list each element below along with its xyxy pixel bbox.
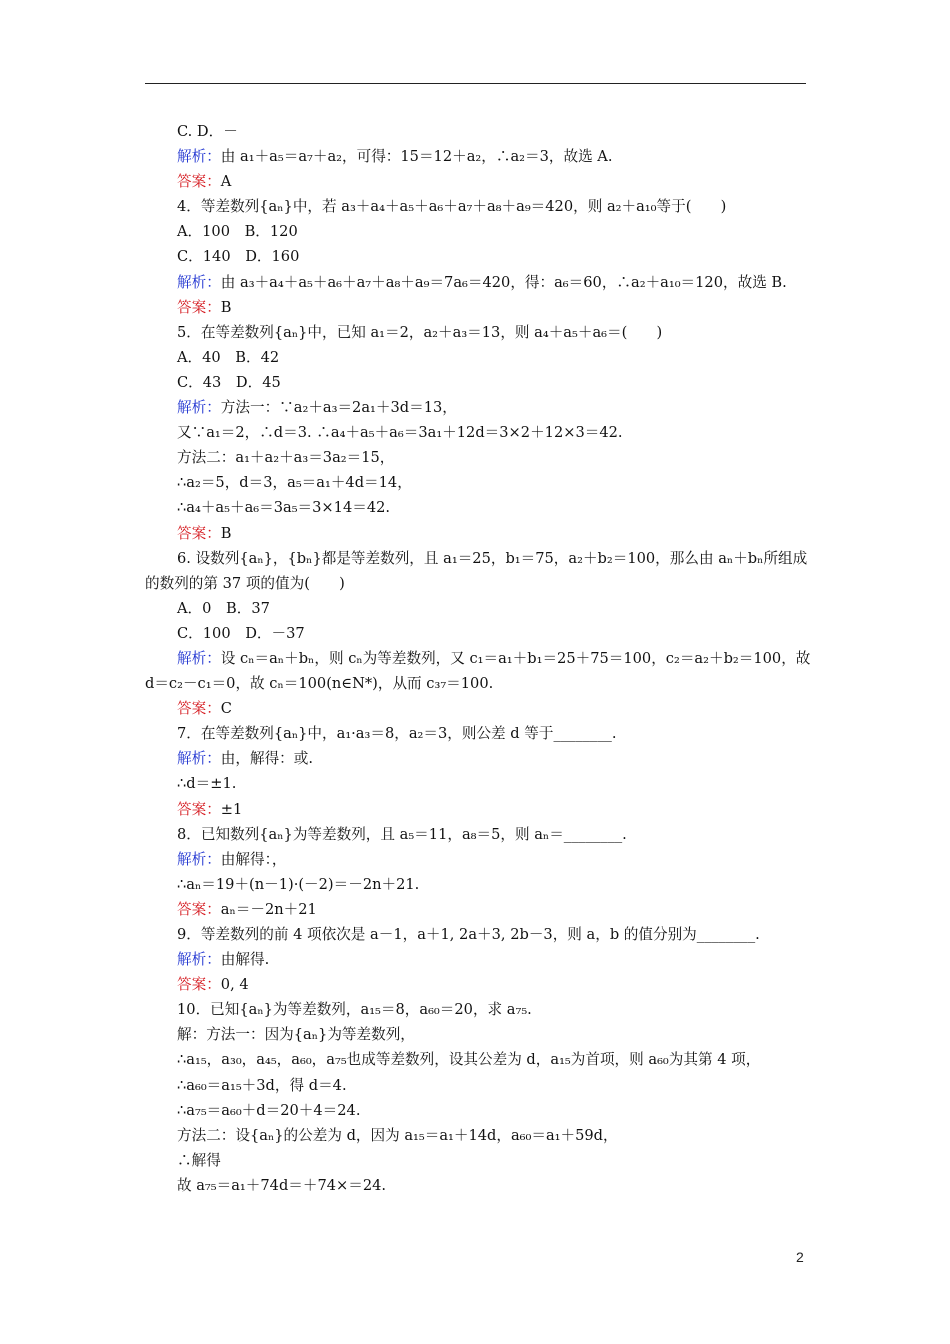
answer-label: 答案： <box>177 900 221 918</box>
text-line <box>145 922 810 947</box>
text-line <box>145 1022 810 1047</box>
text-line <box>145 495 810 520</box>
text-line <box>145 746 810 771</box>
text-line <box>145 119 810 144</box>
line-text: 设 cₙ＝aₙ＋bₙ，则 cₙ为等差数列，又 c₁＝a₁＋b₁＝25＋75＝100，c₂＝a₂＋b₂＝100，故 <box>220 649 811 667</box>
analysis-label: 解析： <box>177 951 221 969</box>
text-line <box>145 847 810 872</box>
text-line <box>145 521 810 546</box>
text-line <box>145 270 810 295</box>
line-text: 故 a₇₅＝a₁＋74d＝＋74×＝24. <box>177 1176 387 1194</box>
text-line <box>145 144 810 169</box>
answer-label: 答案： <box>177 524 221 542</box>
line-text: 由 a₃＋a₄＋a₅＋a₆＋a₇＋a₈＋a₉＝7a₆＝420，得：a₆＝60，∴a₂＋a₁₀＝120，故选 B. <box>220 273 787 291</box>
answer-label: 答案： <box>177 173 221 191</box>
text-line <box>145 470 810 495</box>
text-line <box>145 671 810 696</box>
text-line <box>145 997 810 1022</box>
text-line <box>145 1073 810 1098</box>
line-text: 又∵a₁＝2，∴d＝3. ∴a₄＋a₅＋a₆＝3a₁＋12d＝3×2＋12×3＝42. <box>177 424 623 442</box>
line-text: 4．等差数列{aₙ}中，若 a₃＋a₄＋a₅＋a₆＋a₇＋a₈＋a₉＝420，则 a₂＋a₁₀等于( ) <box>177 198 727 216</box>
analysis-label: 解析： <box>177 273 221 291</box>
line-text: A．100 B．120 <box>177 223 298 241</box>
text-line <box>145 1047 810 1072</box>
text-line <box>145 571 810 596</box>
line-text: 10．已知{aₙ}为等差数列，a₁₅＝8，a₆₀＝20，求 a₇₅. <box>177 1001 532 1019</box>
line-text: 方法二：a₁＋a₂＋a₃＝3a₂＝15， <box>177 449 395 467</box>
line-text: 方法一：∵a₂＋a₃＝2a₁＋3d＝13， <box>220 399 457 417</box>
line-text: 9．等差数列的前 4 项依次是 a－1，a＋1, 2a＋3, 2b－3，则 a，b 的值分别为________. <box>177 926 760 943</box>
text-line <box>145 1123 810 1148</box>
text-line <box>145 621 810 646</box>
page-number: 2 <box>796 1249 804 1265</box>
text-line <box>145 219 810 244</box>
text-line <box>145 972 810 997</box>
line-text: 由解得. <box>220 951 270 969</box>
line-text: A．0 B．37 <box>177 599 270 617</box>
text-line <box>145 872 810 897</box>
header-rule <box>145 83 806 84</box>
analysis-label: 解析： <box>177 649 221 667</box>
line-text: 5．在等差数列{aₙ}中，已知 a₁＝2，a₂＋a₃＝13，则 a₄＋a₅＋a₆＝( ) <box>177 323 663 341</box>
text-line <box>145 1098 810 1123</box>
text-line <box>145 947 810 972</box>
text-line <box>145 345 810 370</box>
analysis-label: 解析： <box>177 750 221 768</box>
answer-label: 答案： <box>177 700 221 718</box>
line-text: C．100 D．－37 <box>177 624 305 642</box>
text-line <box>145 546 810 571</box>
line-text: C. D．－ <box>177 123 238 140</box>
text-line <box>145 797 810 822</box>
text-line <box>145 1148 810 1173</box>
document-body <box>145 119 810 1198</box>
line-text: 7．在等差数列{aₙ}中，a₁·a₃＝8，a₂＝3，则公差 d 等于________. <box>177 725 617 743</box>
line-text: B <box>220 298 232 316</box>
text-line <box>145 320 810 345</box>
line-text: 6. 设数列{aₙ}，{bₙ}都是等差数列，且 a₁＝25，b₁＝75，a₂＋b₂＝100，那么由 aₙ＋bₙ所组成 <box>177 549 808 567</box>
line-text: 方法二：设{aₙ}的公差为 d，因为 a₁₅＝a₁＋14d，a₆₀＝a₁＋59d， <box>177 1126 618 1144</box>
answer-label: 答案： <box>177 976 221 994</box>
text-line <box>145 169 810 194</box>
line-text: ∴aₙ＝19＋(n－1)·(－2)＝－2n＋21. <box>177 875 420 893</box>
line-text: d＝c₂－c₁＝0，故 cₙ＝100(n∈N*)，从而 c₃₇＝100. <box>145 675 494 693</box>
text-line <box>145 721 810 746</box>
line-text: ∴d＝±1. <box>177 775 237 793</box>
line-text: ∴a₇₅＝a₆₀＋d＝20＋4＝24. <box>177 1101 361 1119</box>
text-line <box>145 244 810 269</box>
text-line <box>145 445 810 470</box>
line-text: ∴a₆₀＝a₁₅＋3d，得 d＝4. <box>177 1076 347 1094</box>
line-text: 由，解得：或. <box>220 750 313 768</box>
line-text: 解：方法一：因为{aₙ}为等差数列， <box>177 1026 415 1044</box>
line-text: ∴解得 <box>177 1151 221 1169</box>
line-text: A．40 B．42 <box>177 348 280 366</box>
text-line <box>145 646 810 671</box>
line-text: A <box>220 173 232 191</box>
analysis-label: 解析： <box>177 399 221 417</box>
line-text: 由解得：， <box>220 850 287 868</box>
line-text: ∴a₁₅，a₃₀，a₄₅，a₆₀，a₇₅也成等差数列，设其公差为 d，a₁₅为首项，则 a₆₀为其第 4 项， <box>177 1051 761 1069</box>
text-line <box>145 1173 810 1198</box>
line-text: 0, 4 <box>220 976 249 994</box>
line-text: C．140 D．160 <box>177 248 300 266</box>
text-line <box>145 771 810 796</box>
text-line <box>145 596 810 621</box>
line-text: B <box>220 524 232 542</box>
text-line <box>145 897 810 922</box>
line-text: 8．已知数列{aₙ}为等差数列，且 a₅＝11，a₈＝5，则 aₙ＝________. <box>177 825 627 843</box>
answer-label: 答案： <box>177 298 221 316</box>
text-line <box>145 370 810 395</box>
line-text: ∴a₂＝5，d＝3，a₅＝a₁＋4d＝14， <box>177 474 412 492</box>
text-line <box>145 395 810 420</box>
text-line <box>145 194 810 219</box>
text-line <box>145 696 810 721</box>
line-text: 的数列的第 37 项的值为( ) <box>145 574 345 592</box>
line-text: ∴a₄＋a₅＋a₆＝3a₅＝3×14＝42. <box>177 499 391 517</box>
answer-label: 答案： <box>177 800 221 818</box>
line-text: C <box>220 700 232 718</box>
text-line <box>145 822 810 847</box>
analysis-label: 解析： <box>177 850 221 868</box>
line-text: aₙ＝－2n＋21 <box>220 900 317 918</box>
line-text: 由 a₁＋a₅＝a₇＋a₂，可得：15＝12＋a₂，∴a₂＝3，故选 A. <box>220 148 613 166</box>
analysis-label: 解析： <box>177 148 221 166</box>
line-text: ±1 <box>220 800 243 818</box>
text-line <box>145 420 810 445</box>
text-line <box>145 295 810 320</box>
line-text: C．43 D．45 <box>177 373 281 391</box>
